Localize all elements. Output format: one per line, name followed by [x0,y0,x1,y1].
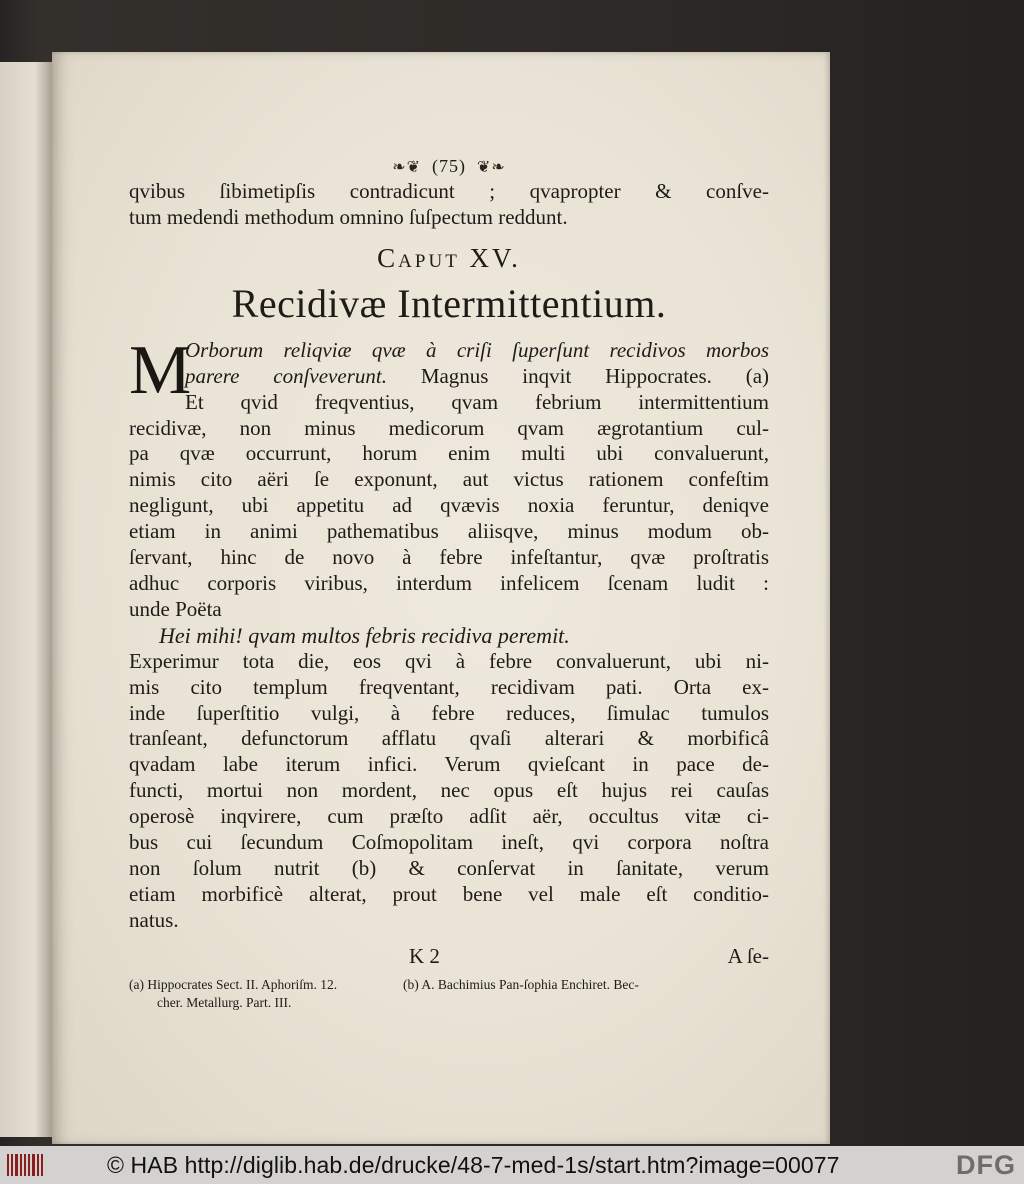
italic-phrase: parere conſveverunt. [185,363,387,388]
chapter-heading: Caput XV. [377,242,521,273]
text-line: operosè inqvirere, cum præſto adſit aër, occultus vitæ ci- [129,804,769,829]
text-line: Et qvid freqventius, qvam febrium intermittentium [185,389,769,414]
text-line: bus cui ſecundum Coſmopolitam ineſt, qvi corpora noſtra [129,830,769,855]
ornament-left-icon: ❧❦ [392,159,421,176]
text-line: etiam in animi pathematibus aliisqve, minus modum ob- [129,519,769,544]
opening-paragraph [129,331,770,623]
italic-phrase: Orborum reliqviæ qvæ à criſi ſuperſunt recidivos morbos [185,337,769,362]
chapter-title: Recidivæ Intermittentium. [231,280,667,326]
hab-barcode-icon[interactable] [7,1152,43,1178]
text-line: functi, mortui non mordent, nec opus eſt hujus rei cauſas [129,778,769,803]
signature-row [129,944,769,970]
text-line: unde Poëta [129,596,222,621]
footnote-a-line1: (a) Hippocrates Sect. II. Aphoriſm. 12. [129,976,338,992]
text-line: recidivæ, non minus medicorum qvam ægrotantium cul- [129,415,769,440]
footnote-a-line2: cher. Metallurg. Part. III. [157,994,292,1010]
viewer-footer-bar [0,1146,1024,1184]
footnotes [129,976,769,1012]
book-page [52,52,830,1144]
footnote-a [129,976,391,1012]
text-line: tum medendi methodum omnino ſuſpectum reddunt. [129,204,568,229]
text-line: natus. [129,907,179,932]
text-line: non ſolum nutrit (b) & conſervat in ſanitate, verum [129,855,769,880]
text-line: mis cito templum freqventant, recidivam pati. Orta ex- [129,674,769,699]
footnote-b: (b) A. Bachimius Pan-ſophia Enchiret. Bec- [403,976,639,992]
page-number: (75) [432,156,466,176]
text-line [129,338,769,364]
text-line: ſervant, hinc de novo à febre infeſtantur, qvæ proſtratis [129,545,769,570]
dfg-logo[interactable]: DFG [956,1150,1016,1180]
text-line: negligunt, ubi appetitu ad qvævis noxia feruntur, deniqve [129,493,769,518]
previous-page-edge [0,62,58,1137]
text-line: inde ſuperſtitio vulgi, à febre reduces, ſimulac tumulos [129,700,769,725]
text-line: tranſeant, defunctorum afflatu qvaſi alterari & morbificâ [129,726,769,751]
copyright-url[interactable]: © HAB http://diglib.hab.de/drucke/48-7-med-1s/start.htm?image=00077 [107,1151,840,1178]
running-header [129,153,769,179]
page-text-block [129,153,769,1012]
ornament-right-icon: ❦❧ [477,159,506,176]
text-line [129,364,769,390]
roman-phrase: Magnus inqvit Hippocrates. (a) [420,363,770,388]
text-line: pa qvæ occurrunt, horum enim multi ubi convaluerunt, [129,441,769,466]
text-line: qvibus ſibimetipſis contradicunt ; qvapropter & conſve- [129,179,769,203]
catchword: A ſe- [727,943,769,968]
text-line: Experimur tota die, eos qvi à febre convaluerunt, ubi ni- [129,648,769,673]
text-line: adhuc corporis viribus, interdum infelicem ſcenam ludit : [129,570,769,595]
text-line: nimis cito aëri ſe exponunt, aut victus rationem confeſtim [129,467,769,492]
verse-quotation: Hei mihi! qvam multos febris recidiva peremit. [159,622,570,648]
text-line: qvadam labe iterum infici. Verum qvieſcant in pace de- [129,752,769,777]
text-line: etiam morbificè alterat, prout bene vel male eſt conditio- [129,881,769,906]
signature-mark: K 2 [409,943,440,968]
drop-cap: M [129,331,192,409]
